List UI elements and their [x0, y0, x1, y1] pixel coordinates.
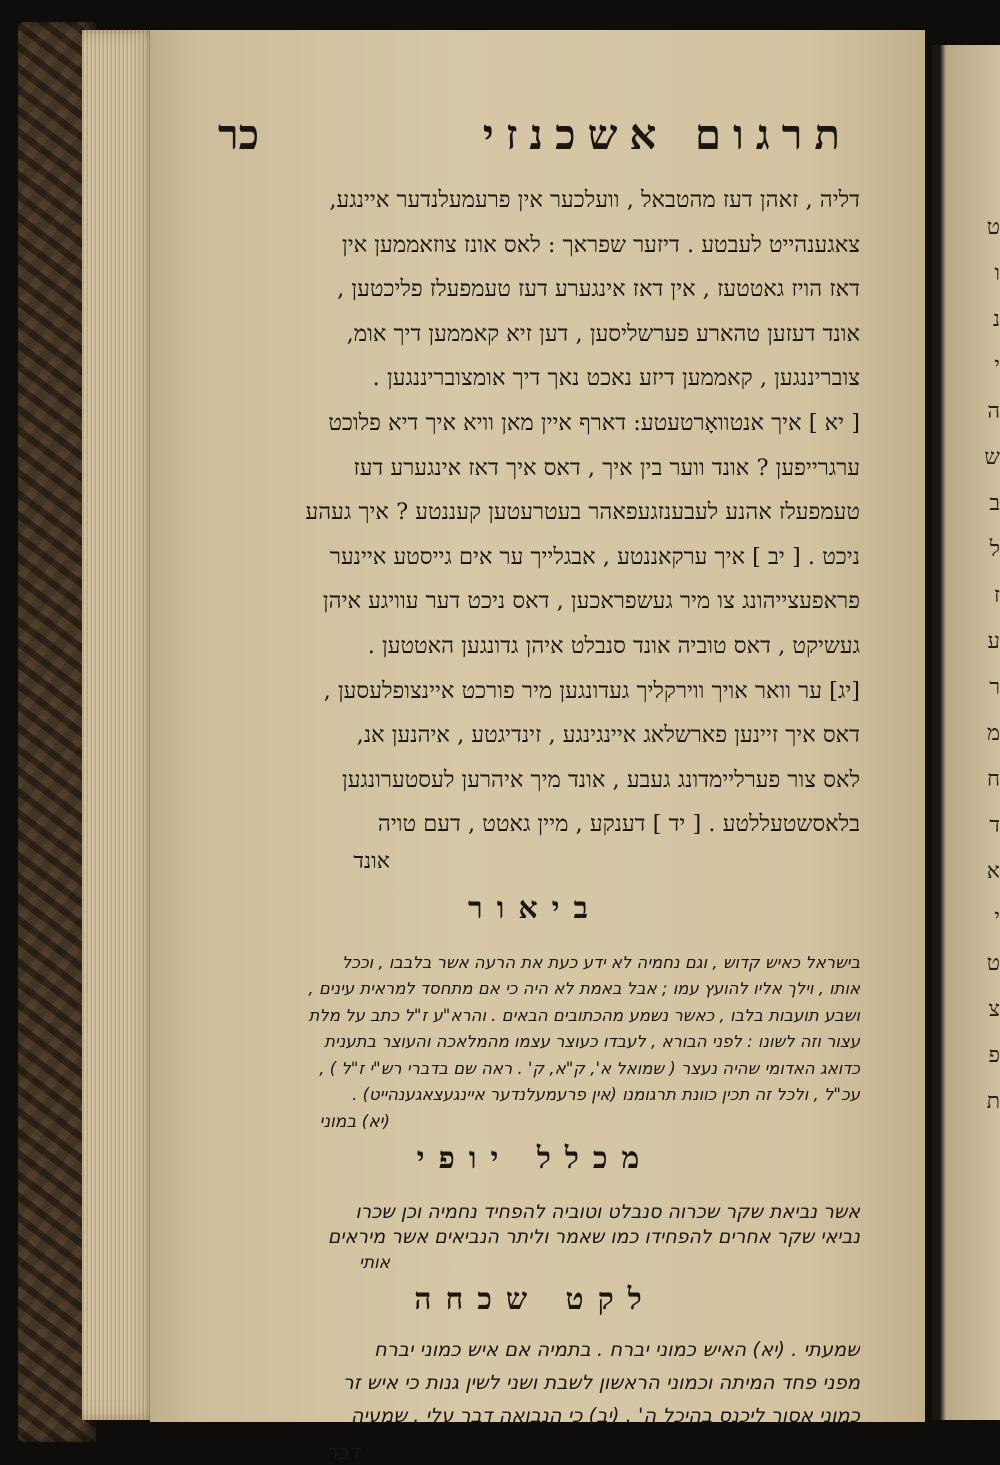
leket-catchword: דבר — [326, 1439, 360, 1464]
text-line: בישראל כאיש קדוש , וגם נחמיה לא ידע כעת את הרעה אשר בלבבו , וככל — [341, 952, 860, 972]
text-line: ה — [987, 399, 1000, 424]
text-line: מפני פחד המיתה וכמוני הראשון לשבת ושני לשין גנות כי איש זר — [342, 1370, 860, 1394]
text-line: דליה , זאהן דעז מהטבאל , וועלכער אין פרעמעלנדער איינגע, — [329, 187, 860, 213]
text-line: כמוני אסור ליכנס בהיכל ה' . (יב) כי הנבואה דבר עלי . שמעיה — [350, 1403, 860, 1427]
page-header — [210, 110, 860, 160]
leket-text — [210, 1333, 860, 1432]
text-line: מ — [986, 721, 1000, 746]
text-line: ב — [989, 491, 1000, 516]
text-line: ז — [993, 583, 1000, 608]
text-line: לאס צור פערליימדונג געבע , אונד מיך איהרען לעסטערונגען — [341, 766, 860, 793]
text-line: ל — [989, 537, 1000, 562]
text-line: פראפעצייהונג צו מיר געשפראכען , דאס ניכט דער עוויגע איהן — [322, 588, 860, 615]
text-line: אותו , וילך אליו להועץ עמו ; אבל באמת לא היה כי אם מתחסד למראית עינים , — [308, 979, 860, 999]
running-title: תרגום אשכנזי — [482, 110, 852, 159]
text-line: צאגענהייט לעבטע . דיזער שפראך : לאס אונז צוזאממען אין — [341, 231, 860, 258]
text-line: ניכט . [ יב ] איך ערקאננטע , אבגלייך ער אים גייסטע איינער — [329, 543, 860, 570]
michlal-heading: מכלל יופי — [416, 1140, 654, 1176]
text-line: ת — [986, 1089, 1000, 1114]
text-line: עכ"ל , ולכל זה תכין כוונת תרגומנו (אין פרעמעלנדער איינגעצאגענהייט) . — [352, 1085, 860, 1105]
page-number: כר — [218, 110, 260, 159]
text-line: אונד דעזען טהארע פערשליסען , דען זיא קאממען דיך אומ, — [346, 320, 860, 347]
text-line: עצור וזה לשונו : לפני הבורא , לעבדו כעוצר עצמו מהמלאכה והעוצר בתענית — [324, 1032, 860, 1052]
text-line: בלאסשטעללטע . [ יד ] דענקע , מיין גאטט , דעם טויה — [377, 811, 860, 838]
page-edges — [82, 30, 160, 1420]
text-line: ושבע תועבות בלבו , כאשר נשמע מהכתובים הבאים . והרא"ע ז"ל כתב על מלת — [308, 1005, 860, 1025]
text-line: ט — [986, 951, 1000, 976]
text-line: ד — [989, 813, 1000, 838]
text-line: טעמפעלז אהנע לעבענזגעפאהר בעטרעטען קעננטע ? איך געהע — [305, 499, 860, 526]
text-line: פ — [988, 1043, 1000, 1068]
biur-text — [210, 950, 860, 1109]
text-line: ערגרייפען ? אונד ווער בין איך , דאס איך דאז אינגערע דעז — [353, 454, 860, 481]
text-line: נביאי שקר אחרים להפחידו כמו שאמר וליתר הנביאים אשר מיראים — [327, 1225, 860, 1248]
text-line: צ — [988, 997, 1000, 1022]
page-content — [210, 110, 860, 1464]
text-line: ע — [987, 629, 1000, 654]
text-line: א — [986, 859, 1000, 884]
biur-catchword: (יא) במוני — [319, 1111, 390, 1132]
michlal-catchword: אותי — [359, 1252, 390, 1273]
main-text — [210, 178, 860, 847]
text-line: ו — [994, 261, 1000, 286]
book-page — [150, 30, 925, 1464]
text-line: נ — [992, 307, 1000, 332]
facing-page — [932, 45, 1000, 1420]
text-line: ש — [984, 445, 1000, 470]
biur-heading: ביאור — [468, 890, 602, 926]
text-line: דאס איך זיינען פארשלאג איינגינגע , זינדיגטע , איהנען אנ, — [356, 722, 860, 749]
text-line: י — [994, 905, 1000, 930]
facing-page-text — [954, 205, 1000, 1155]
text-line: [יג] ער וואר אויך ווירקליך געדונגען מיר פורכט איינצופלעסען , — [323, 677, 860, 704]
text-line: ר — [989, 675, 1000, 700]
text-line: ט — [986, 215, 1000, 240]
text-line: כדואג האדומי שהיה נעצר ( שמואל א', ק"א, ק' . ראה שם בדברי רש"י ז"ל ) , — [319, 1058, 860, 1078]
text-line: שמעתי . (יא) האיש כמוני יברח . בתמיה אם איש כמוני יברח — [373, 1337, 860, 1361]
main-catchword: אונד — [353, 848, 390, 874]
text-line: אשר נביאת שקר שכרוה סנבלט וטוביה להפחיד נחמיה וכן שכרו — [355, 1200, 860, 1223]
text-line: דאז הויז גאטטעז , אין דאז אינגערע דעז טעמפעלז פליכטען , — [337, 276, 860, 303]
michlal-text — [210, 1200, 860, 1250]
text-line: געשיקט , דאס טוביה אונד סנבלט איהן גדונגען האטטען . — [367, 632, 860, 659]
text-line: [ יא ] איך אנטוואָרטעטע: דארף איין מאן וויא איך דיא פלוכט — [328, 409, 860, 436]
text-line: צובריננגען , קאממען דיזע נאכט נאך דיך אומצובריננגען . — [372, 365, 860, 392]
leket-heading: לקט שכחה — [414, 1281, 656, 1317]
text-line: י — [994, 353, 1000, 378]
text-line: ח — [986, 767, 1000, 792]
